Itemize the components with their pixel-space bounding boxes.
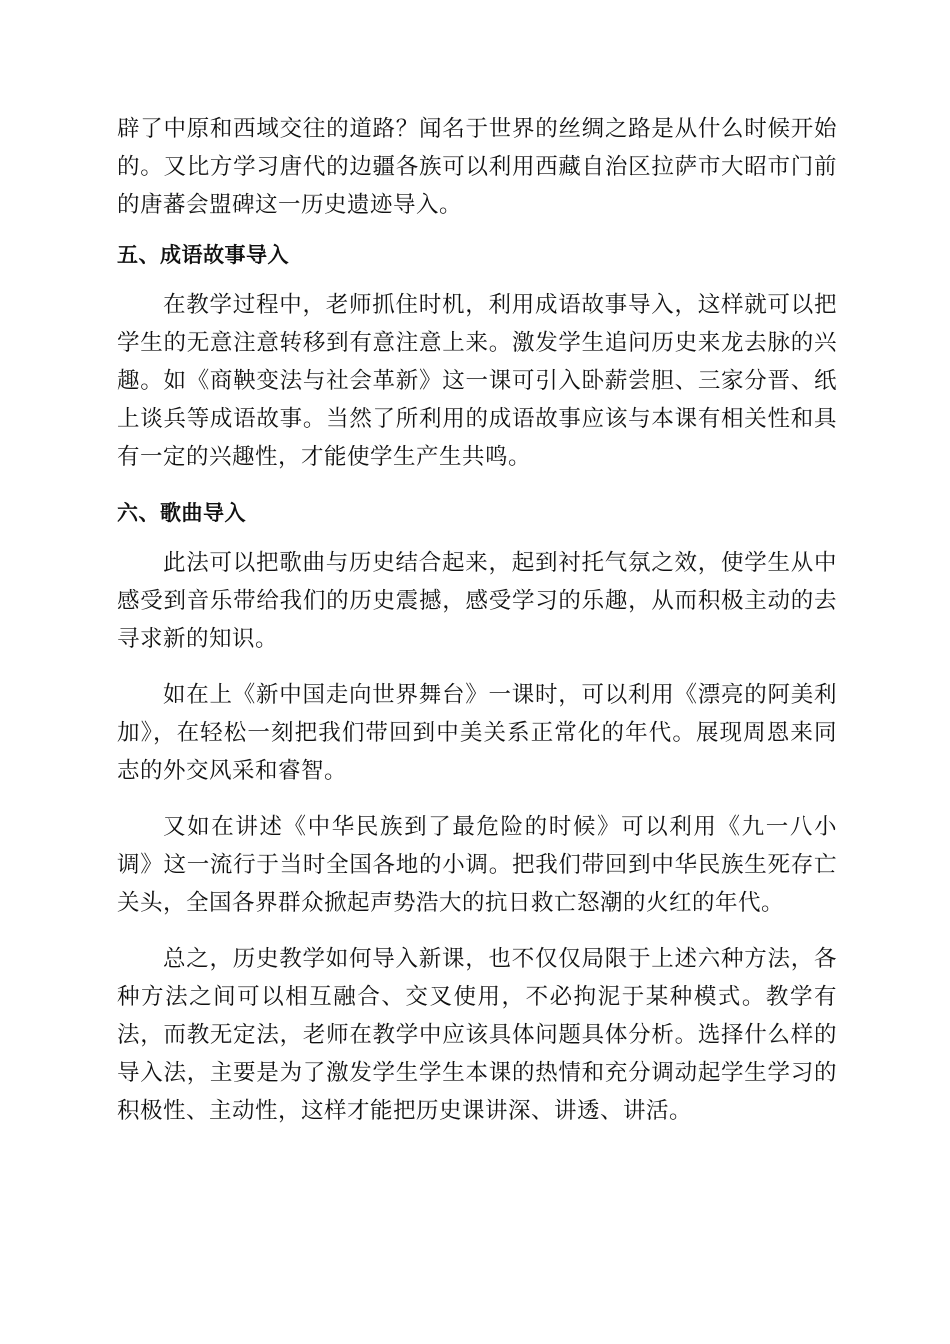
section-heading-song: 六、歌曲导入 [117, 501, 246, 525]
section-heading-idiom-story: 五、成语故事导入 [117, 243, 289, 267]
continuation-paragraph: 辟了中原和西域交往的道路？闻名于世界的丝绸之路是从什么时候开始的。又比方学习唐代的边疆各族可以利用西藏自治区拉萨市大昭市门前的唐蕃会盟碑这一历史遗迹导入。 [117, 116, 837, 218]
section-paragraph-song-1: 此法可以把歌曲与历史结合起来，起到衬托气氛之效，使学生从中感受到音乐带给我们的历史震撼，感受学习的乐趣，从而积极主动的去寻求新的知识。 [117, 550, 837, 652]
section-paragraph-song-2: 如在上《新中国走向世界舞台》一课时，可以利用《漂亮的阿美利加》，在轻松一刻把我们带回到中美关系正常化的年代。展现周恩来同志的外交风采和睿智。 [117, 682, 837, 784]
document-body [117, 110, 837, 1130]
conclusion-paragraph: 总之，历史教学如何导入新课，也不仅仅局限于上述六种方法，各种方法之间可以相互融合、交叉使用，不必拘泥于某种模式。教学有法，而教无定法，老师在教学中应该具体问题具体分析。选择什么样的导入法，主要是为了激发学生学生本课的热情和充分调动起学生学习的积极性、主动性，这样才能把历史课讲深、讲透、讲活。 [117, 946, 837, 1124]
section-paragraph-idiom-story: 在教学过程中，老师抓住时机，利用成语故事导入，这样就可以把学生的无意注意转移到有意注意上来。激发学生追问历史来龙去脉的兴趣。如《商鞅变法与社会革新》这一课可引入卧薪尝胆、三家分晋、纸上谈兵等成语故事。当然了所利用的成语故事应该与本课有相关性和具有一定的兴趣性，才能使学生产生共鸣。 [117, 292, 837, 470]
section-paragraph-song-3: 又如在讲述《中华民族到了最危险的时候》可以利用《九一八小调》这一流行于当时全国各地的小调。把我们带回到中华民族生死存亡关头，全国各界群众掀起声势浩大的抗日救亡怒潮的火红的年代。 [117, 814, 837, 916]
